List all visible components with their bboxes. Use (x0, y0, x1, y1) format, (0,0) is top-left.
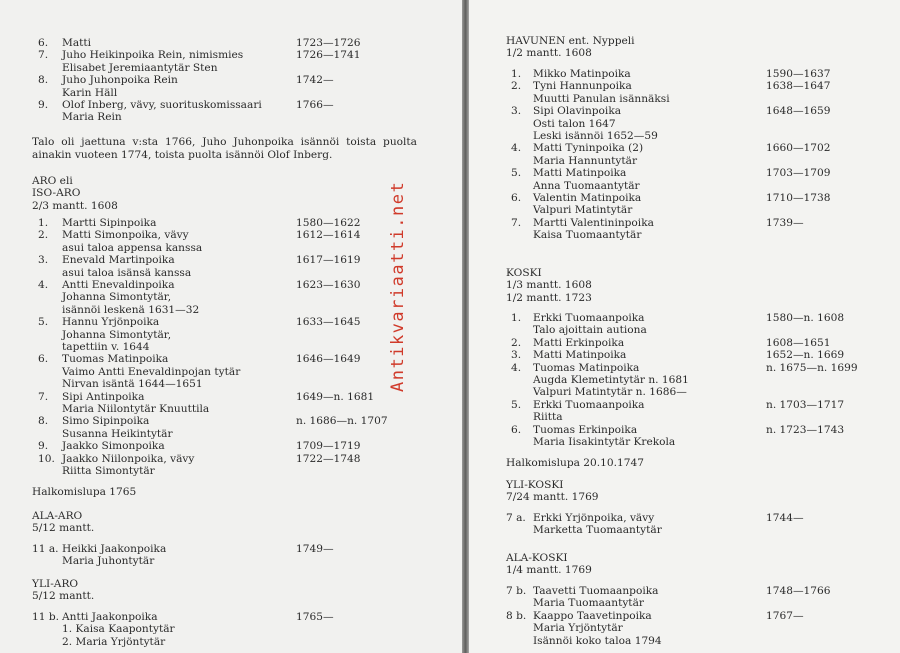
entry-name: Erkki Tuomaanpoika (533, 398, 645, 411)
entry-detail: Isännöi koko taloa 1794 (533, 634, 662, 647)
entry-number: 6. (511, 423, 522, 436)
entry-name: Matti Matinpoika (533, 167, 627, 180)
entry-detail: asui taloa isänsä kanssa (62, 266, 192, 279)
entry-number: 7 b. (506, 585, 527, 597)
section-heading: 2/3 mantt. 1608 (32, 199, 118, 212)
entry-years: 1748—1766 (766, 585, 831, 597)
entry-years: 1749— (296, 543, 334, 555)
entry-detail: Karin Häll (62, 86, 118, 99)
entry-name: Hannu Yrjönpoika (62, 316, 160, 329)
entry-years: 1703—1709 (766, 167, 831, 180)
entry-name: Simo Sipinpoika (62, 415, 150, 428)
entry-name: Heikki Jaakonpoika (62, 543, 167, 555)
entry-number: 7. (38, 390, 49, 403)
entry-years: 1742— (296, 74, 334, 87)
entry-detail: Nirvan isäntä 1644—1651 (62, 378, 203, 391)
section-heading: YLI-KOSKI (506, 479, 564, 491)
entry-years: 1646—1649 (296, 353, 361, 366)
section-heading: ALA-ARO (32, 510, 83, 522)
entry-years: 1648—1659 (766, 105, 831, 118)
entry-number: 8 b. (506, 609, 527, 622)
entry-years: 1744— (766, 512, 804, 524)
entry-name: Matti (62, 37, 92, 49)
section-heading: KOSKI (506, 267, 542, 279)
entry-name: Jaakko Simonpoika (62, 440, 165, 453)
entry-years: n. 1686—n. 1707 (296, 415, 388, 428)
halkomislupa: Halkomislupa 20.10.1747 (506, 457, 644, 469)
entry-name: Erkki Tuomaanpoika (533, 312, 645, 324)
entry-name: Jaakko Niilonpoika, vävy (62, 452, 195, 465)
entry-number: 3. (38, 254, 49, 267)
entry-name: Matti Matinpoika (533, 349, 627, 362)
entry-number: 6. (38, 37, 49, 49)
entry-years: 1623—1630 (296, 279, 361, 291)
entry-detail: Riitta Simontytär (62, 465, 155, 477)
section-heading: ARO eli (32, 175, 73, 187)
entry-name: Olof Inberg, vävy, suorituskomissaari (62, 99, 262, 111)
entry-number: 7. (511, 216, 522, 229)
entry-years: 1580—1622 (296, 217, 361, 229)
right-page (469, 0, 900, 653)
entry-name: Martti Sipinpoika (62, 217, 157, 229)
entry-years: 1709—1719 (296, 440, 361, 453)
entry-name: Antti Jaakonpoika (62, 611, 158, 623)
entry-detail: Maria Rein (62, 111, 122, 124)
entry-years: 1660—1702 (766, 142, 831, 155)
section-heading: 5/12 mantt. (32, 590, 95, 603)
entry-number: 8. (38, 415, 49, 428)
entry-years: 1580—n. 1608 (766, 312, 845, 324)
entry-detail: Augda Klemetintytär n. 1681 (533, 374, 689, 386)
entry-name: Antti Enevaldinpoika (62, 279, 175, 291)
entry-detail: Maria Juhontytär (62, 555, 155, 568)
entry-number: 7. (38, 49, 49, 62)
entry-name: Sipi Olavinpoika (533, 105, 622, 118)
entry-detail: Johanna Simontytär, (62, 328, 172, 341)
entry-detail: Marketta Tuomaantytär (533, 524, 662, 537)
entry-number: 2. (511, 336, 522, 349)
entry-number: 5. (38, 316, 49, 329)
entry-detail: Maria Hannuntytär (533, 154, 638, 167)
entry-name: Sipi Antinpoika (62, 390, 145, 403)
entry-years: 1652—n. 1669 (766, 349, 845, 362)
section-heading: ISO-ARO (32, 187, 81, 200)
section-heading: ALA-KOSKI (506, 552, 568, 564)
entry-number: 2. (511, 80, 522, 93)
entry-detail: 2. Maria Yrjöntytär (62, 635, 166, 648)
entry-detail: Johanna Simontytär, (62, 291, 172, 304)
entry-number: 8. (38, 74, 49, 87)
entry-number: 11 b. (32, 611, 59, 623)
entry-years: 1649—n. 1681 (296, 390, 375, 403)
entry-number: 1. (511, 68, 522, 80)
entry-years: 1590—1637 (766, 68, 831, 80)
entry-number: 7 a. (506, 512, 526, 524)
entry-number: 9. (38, 99, 49, 111)
entry-number: 5. (511, 398, 522, 411)
entry-name: Tyni Hannunpoika (533, 80, 632, 93)
section-heading: 1/4 mantt. 1769 (506, 564, 592, 577)
entry-name: Matti Simonpoika, vävy (62, 229, 189, 242)
entry-years: n. 1723—1743 (766, 423, 845, 436)
entry-number: 11 a. (32, 543, 59, 555)
entry-name: Enevald Martinpoika (62, 254, 175, 267)
entry-years: 1612—1614 (296, 229, 361, 242)
entry-number: 4. (38, 279, 49, 291)
entry-number: 9. (38, 440, 49, 453)
entry-number: 3. (511, 349, 522, 362)
entry-name: Mikko Matinpoika (533, 68, 631, 80)
entry-years: 1726—1741 (296, 49, 361, 62)
entry-name: Tuomas Erkinpoika (533, 423, 638, 436)
entry-number: 2. (38, 229, 49, 242)
entry-name: Tuomas Matinpoika (533, 361, 640, 374)
entry-detail: Muutti Panulan isännäksi (533, 92, 670, 105)
entry-years: 1710—1738 (766, 192, 831, 204)
entry-detail: asui taloa appensa kanssa (62, 241, 203, 254)
entry-number: 3. (511, 105, 522, 118)
entry-detail: Osti talon 1647 (533, 117, 616, 130)
entry-number: 6. (511, 192, 522, 204)
entry-years: 1766— (296, 99, 334, 111)
section-heading: 1/3 mantt. 1608 (506, 279, 592, 292)
entry-detail: 1. Kaisa Kaapontytär (62, 623, 175, 636)
entry-detail: Kaisa Tuomaantytär (533, 229, 642, 242)
entry-detail: Maria Tuomaantytär (533, 597, 644, 610)
entry-detail: Vaimo Antti Enevaldinpojan tytär (62, 365, 241, 378)
entry-detail: Valpuri Matintytär n. 1686— (533, 386, 687, 399)
entry-detail: tapettiin v. 1644 (62, 341, 150, 353)
section-heading: 5/12 mantt. (32, 522, 95, 535)
entry-detail: Valpuri Matintytär (533, 204, 633, 217)
watermark: Antikvariaatti.net (388, 180, 408, 392)
entry-years: 1767— (766, 609, 804, 622)
entry-number: 6. (38, 353, 49, 366)
entry-years: 1638—1647 (766, 80, 831, 93)
section-heading: 1/2 mantt. 1608 (506, 47, 592, 60)
entry-detail: isännöi leskenä 1631—32 (62, 303, 200, 316)
entry-number: 4. (511, 142, 522, 155)
entry-detail: Susanna Heikintytär (62, 427, 173, 440)
section-heading: 1/2 mantt. 1723 (506, 291, 592, 304)
entry-years: n. 1675—n. 1699 (766, 361, 858, 374)
entry-years: 1723—1726 (296, 37, 361, 49)
entry-name: Valentin Matinpoika (533, 192, 642, 204)
entry-detail: Riitta (533, 411, 563, 424)
entry-number: 1. (38, 217, 49, 229)
entry-name: Juho Heikinpoika Rein, nimismies (62, 49, 244, 62)
entry-name: Tuomas Matinpoika (62, 353, 169, 366)
entry-years: 1617—1619 (296, 254, 361, 267)
section-heading: HAVUNEN ent. Nyppeli (506, 35, 635, 47)
entry-name: Matti Tyninpoika (2) (533, 142, 644, 155)
entry-name: Taavetti Tuomaanpoika (533, 585, 659, 597)
halkomislupa: Halkomislupa 1765 (32, 486, 137, 498)
section-heading: YLI-ARO (32, 578, 79, 590)
entry-years: 1608—1651 (766, 336, 831, 349)
entry-years: 1722—1748 (296, 452, 361, 465)
entry-detail: Maria Niilontytär Knuuttila (62, 403, 210, 415)
note-paragraph: Talo oli jaettuna v:sta 1766, Juho Juhonpoika isännöi toista puolta ainakin vuoteen 1774, toista puolta isännöi Olof Inberg. (32, 136, 417, 161)
entry-number: 1. (511, 312, 522, 324)
book-gutter (462, 0, 469, 653)
entry-detail: Talo ajoittain autiona (533, 324, 647, 337)
entry-name: Matti Erkinpoika (533, 336, 625, 349)
entry-detail: Leski isännöi 1652—59 (533, 130, 658, 142)
entry-number: 10. (38, 452, 55, 465)
entry-years: 1765— (296, 611, 334, 623)
entry-detail: Maria Yrjöntytär (533, 622, 623, 635)
entry-number: 5. (511, 167, 522, 180)
entry-years: 1633—1645 (296, 316, 361, 329)
section-heading: 7/24 mantt. 1769 (506, 491, 599, 504)
entry-detail: Maria Iisakintytär Krekola (533, 436, 676, 448)
entry-detail: Anna Tuomaantytär (533, 179, 640, 192)
entry-detail: Elisabet Jeremiaantytär Sten (62, 61, 218, 74)
entry-name: Erkki Yrjönpoika, vävy (533, 512, 655, 524)
entry-name: Juho Juhonpoika Rein (62, 74, 178, 87)
entry-name: Martti Valentininpoika (533, 216, 654, 229)
entry-name: Kaappo Taavetinpoika (533, 609, 652, 622)
entry-number: 4. (511, 361, 522, 374)
entry-years: 1739— (766, 216, 804, 229)
entry-years: n. 1703—1717 (766, 398, 845, 411)
